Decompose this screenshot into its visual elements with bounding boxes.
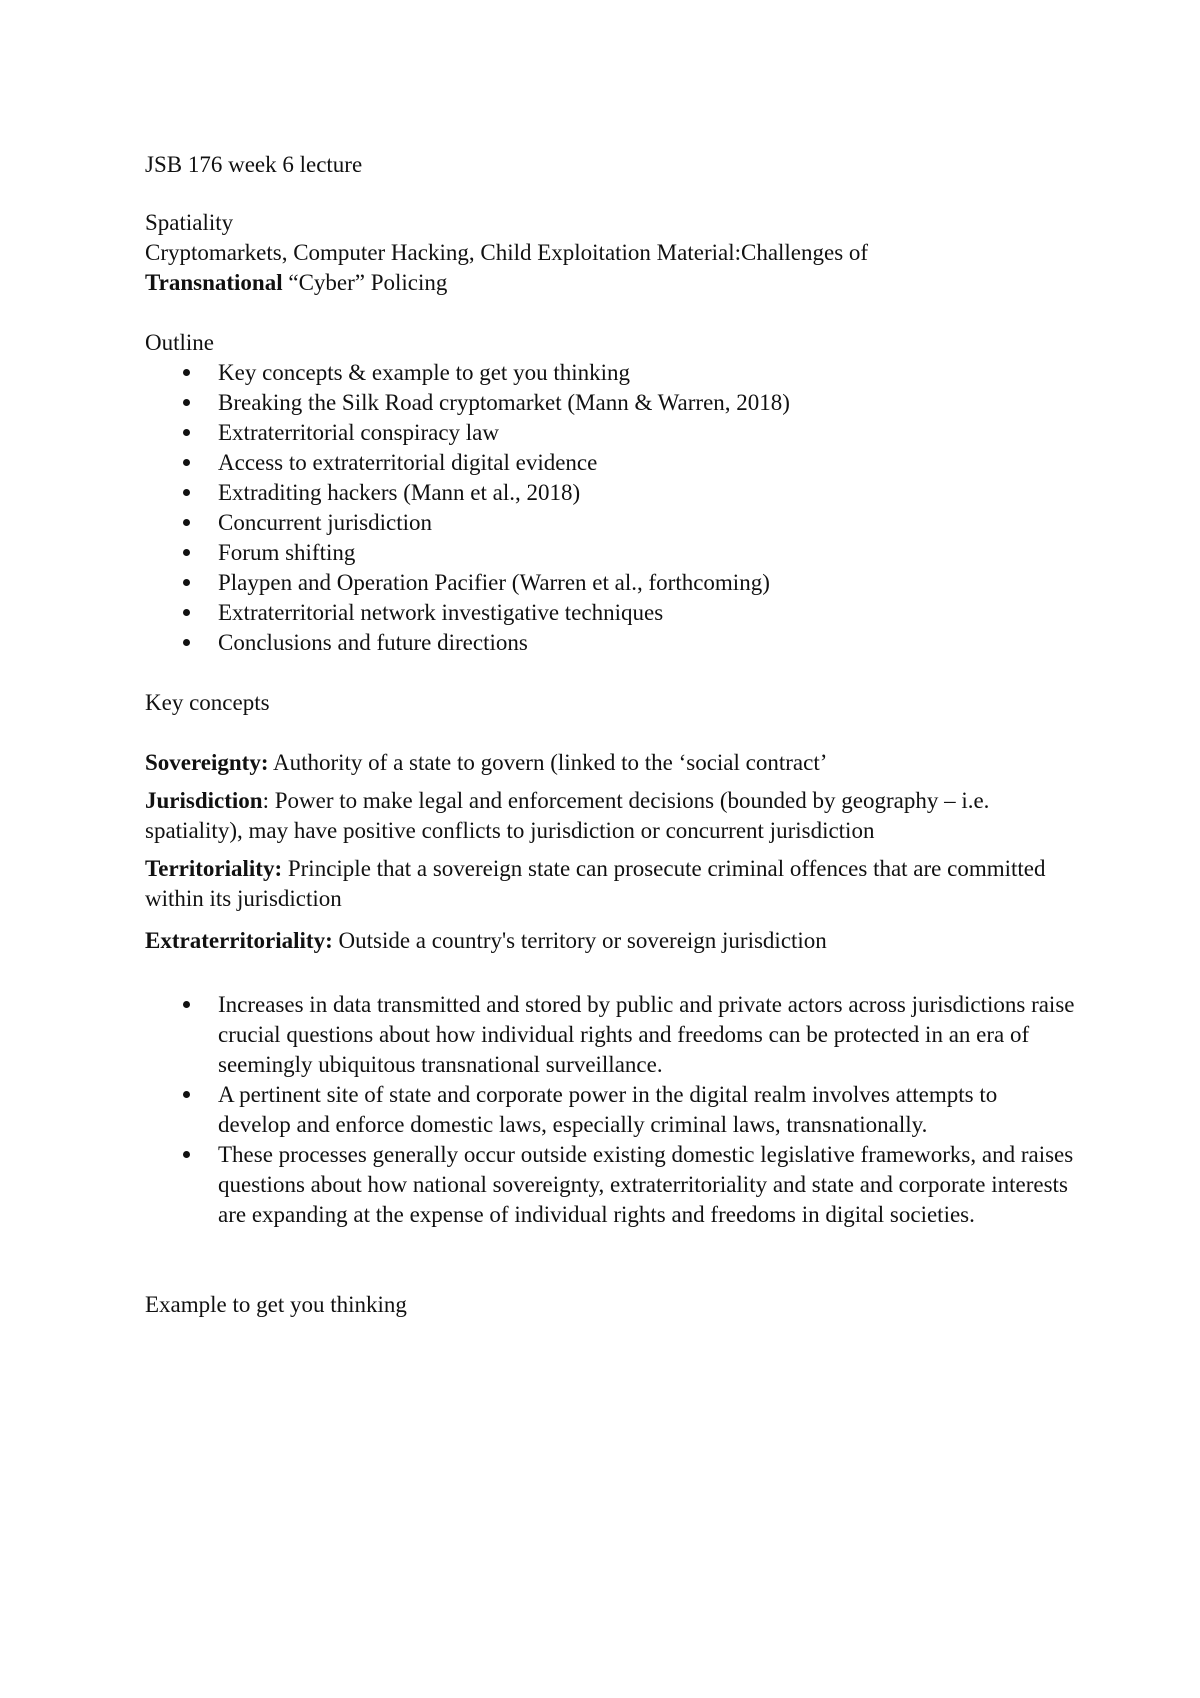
definitions xyxy=(145,748,1075,956)
outline-item: Concurrent jurisdiction xyxy=(145,508,1075,538)
definition-text: Outside a country's territory or sovereign jurisdiction xyxy=(332,928,827,953)
outline-item: Forum shifting xyxy=(145,538,1075,568)
definition-sovereignty xyxy=(145,748,1075,778)
topic-subtitle xyxy=(145,238,1075,298)
outline-item: Extraterritorial network investigative techniques xyxy=(145,598,1075,628)
outline-item: Conclusions and future directions xyxy=(145,628,1075,658)
outline-item: Access to extraterritorial digital evidence xyxy=(145,448,1075,478)
key-point: Increases in data transmitted and stored by public and private actors across jurisdictions raise crucial questions about how individual rights and freedoms can be protected in an era of seemingly ubiquitous transnational surveillance. xyxy=(145,990,1075,1080)
key-points-list xyxy=(145,990,1075,1230)
definition-extraterritoriality xyxy=(145,926,1075,956)
definition-term: Territoriality: xyxy=(145,856,283,881)
outline-heading: Outline xyxy=(145,330,214,355)
definition-term: Sovereignty: xyxy=(145,750,269,775)
subtitle-part1: Cryptomarkets, Computer Hacking, Child Exploitation Material:Challenges of xyxy=(145,240,869,265)
outline-list xyxy=(145,358,1075,658)
outline-item: Playpen and Operation Pacifier (Warren et al., forthcoming) xyxy=(145,568,1075,598)
key-point: These processes generally occur outside existing domestic legislative frameworks, and raises questions about how national sovereignty, extraterritoriality and state and corporate interests are expanding at the expense of individual rights and freedoms in digital societies. xyxy=(145,1140,1075,1230)
definition-text: : Power to make legal and enforcement decisions (bounded by geography – i.e. spatiality), may have positive conflicts to jurisdiction or concurrent jurisdiction xyxy=(145,788,990,843)
course-line: JSB 176 week 6 lecture xyxy=(145,152,363,177)
definition-term: Extraterritoriality: xyxy=(145,928,333,953)
outline-item: Extraterritorial conspiracy law xyxy=(145,418,1075,448)
outline-item: Breaking the Silk Road cryptomarket (Mann & Warren, 2018) xyxy=(145,388,1075,418)
key-point: A pertinent site of state and corporate power in the digital realm involves attempts to develop and enforce domestic laws, especially criminal laws, transnationally. xyxy=(145,1080,1075,1140)
outline-item: Extraditing hackers (Mann et al., 2018) xyxy=(145,478,1075,508)
definition-term: Jurisdiction xyxy=(145,788,263,813)
definition-jurisdiction xyxy=(145,786,1075,846)
definition-text: Authority of a state to govern (linked to the ‘social contract’ xyxy=(268,750,828,775)
definition-text: Principle that a sovereign state can prosecute criminal offences that are committed within its jurisdiction xyxy=(145,856,1046,911)
subtitle-bold: Transnational xyxy=(145,270,283,295)
document-page xyxy=(145,150,1075,1320)
definition-territoriality xyxy=(145,854,1075,914)
outline-item: Key concepts & example to get you thinking xyxy=(145,358,1075,388)
topic-theme: Spatiality xyxy=(145,210,234,235)
example-heading: Example to get you thinking xyxy=(145,1292,407,1317)
subtitle-rest: “Cyber” Policing xyxy=(282,270,448,295)
key-concepts-heading: Key concepts xyxy=(145,690,270,715)
